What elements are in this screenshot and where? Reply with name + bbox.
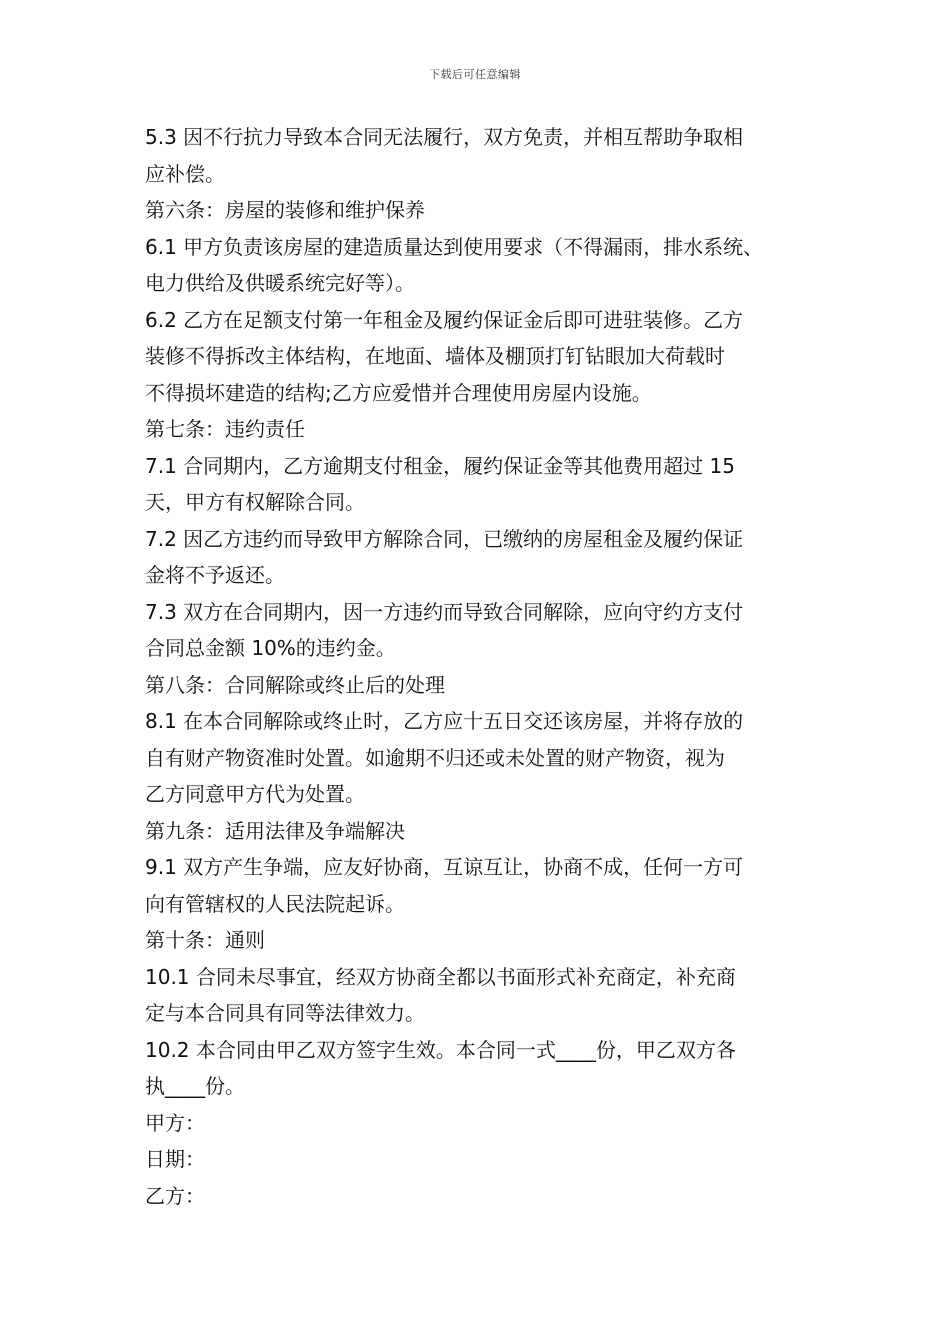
clause-7-2-line-1: 7.2 因乙方违约而导致甲方解除合同，已缴纳的房屋租金及履约保证 (145, 526, 744, 551)
clause-10-2-line-1: 10.2 本合同由甲乙双方签字生效。本合同一式____份，甲乙双方各 (145, 1037, 736, 1062)
clause-9-1-line-1: 9.1 双方产生争端，应友好协商，互谅互让，协商不成，任何一方可 (145, 855, 744, 879)
page-header: 下载后可任意编辑 (429, 68, 521, 81)
clause-7-2-line-2: 金将不予返还。 (145, 563, 285, 587)
clause-6-2-line-2: 装修不得拆改主体结构，在地面、墙体及棚顶打钉钻眼加大荷载时 (145, 344, 725, 368)
clause-10-2-line-2: 执____份。 (145, 1074, 245, 1098)
clause-8-1-line-2: 自有财产物资准时处置。如逾期不归还或未处置的财产物资，视为 (145, 745, 725, 770)
clause-6-2-line-1: 6.2 乙方在足额支付第一年租金及履约保证金后即可进驻装修。乙方 (145, 307, 744, 332)
clause-10-1-line-2: 定与本合同具有同等法律效力。 (145, 1001, 425, 1025)
clause-7-3-line-2: 合同总金额 10%的违约金。 (145, 636, 396, 660)
article-8-heading: 第八条：合同解除或终止后的处理 (145, 672, 445, 697)
clause-8-1-line-1: 8.1 在本合同解除或终止时，乙方应十五日交还该房屋，并将存放的 (145, 709, 744, 733)
clause-10-1-line-1: 10.1 合同未尽事宜，经双方协商全都以书面形式补充商定，补充商 (145, 964, 736, 989)
clause-6-1-line-2: 电力供给及供暖系统完好等）。 (145, 271, 415, 295)
clause-7-3-line-1: 7.3 双方在合同期内，因一方违约而导致合同解除，应向守约方支付 (145, 599, 744, 624)
article-7-heading: 第七条：违约责任 (145, 417, 305, 441)
clause-8-1-line-3: 乙方同意甲方代为处置。 (145, 782, 365, 806)
article-6-heading: 第六条：房屋的装修和维护保养 (145, 198, 425, 222)
article-10-heading: 第十条：通则 (145, 928, 265, 952)
clause-5-3-line-2: 应补偿。 (145, 161, 225, 186)
clause-7-1-line-1: 7.1 合同期内，乙方逾期支付租金，履约保证金等其他费用超过 15 (145, 453, 735, 478)
clause-5-3-line-1: 5.3 因不行抗力导致本合同无法履行，双方免责，并相互帮助争取相 (145, 125, 744, 149)
document-body (145, 119, 835, 1214)
clause-6-2-line-3: 不得损坏建造的结构;乙方应爱惜并合理使用房屋内设施。 (145, 380, 652, 405)
signature-party-b: 乙方： (145, 1183, 205, 1208)
clause-6-1-line-1: 6.1 甲方负责该房屋的建造质量达到使用要求（不得漏雨，排水系统、 (145, 234, 764, 259)
signature-party-a: 甲方： (145, 1110, 205, 1135)
signature-date: 日期： (145, 1147, 205, 1171)
clause-7-1-line-2: 天，甲方有权解除合同。 (145, 490, 365, 514)
clause-9-1-line-2: 向有管辖权的人民法院起诉。 (145, 891, 405, 916)
article-9-heading: 第九条：适用法律及争端解决 (145, 818, 405, 843)
